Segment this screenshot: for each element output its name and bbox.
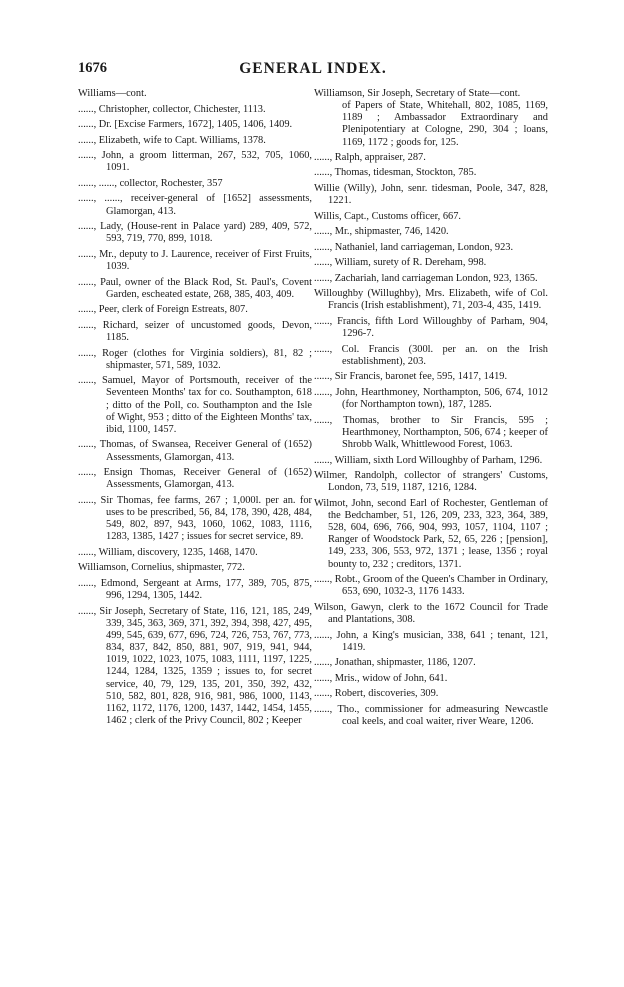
index-subentry: ......, Nathaniel, land carriageman, London, 923. bbox=[314, 241, 514, 253]
index-subentry: ......, ......, collector, Rochester, 357 bbox=[78, 177, 223, 189]
index-entry: Wilmot, John, second Earl of Rochester, Gentleman of the Bedchamber, 51, 126, 209, 233, 323, 364, 389, 528, 604, 696, 766, 904, 993, 1057, 1104, 1107 ; Ranger of Woodstock Park, 52, 65, 226 ; [pension], 149, 233, 306, 553, 972, 1371 ; lease, 1356 ; royal bounty to, 232 ; creditors, 1371. bbox=[314, 497, 548, 570]
index-subentry: ......, Roger (clothes for Virginia soldiers), 81, 82 ; shipmaster, 571, 589, 1032. bbox=[78, 347, 312, 371]
page-number: 1676 bbox=[78, 60, 107, 76]
index-entry: Williams—cont. bbox=[78, 88, 147, 99]
index-entry: Williamson, Cornelius, shipmaster, 772. bbox=[78, 562, 245, 574]
index-subentry: ......, Zachariah, land carriageman London, 923, 1365. bbox=[314, 272, 538, 284]
index-subentry: ......, ......, receiver-general of [1652] assessments, Glamorgan, 413. bbox=[78, 193, 312, 217]
index-subentry: ......, Mr., deputy to J. Laurence, receiver of First Fruits, 1039. bbox=[78, 248, 312, 272]
index-subentry: ......, William, discovery, 1235, 1468, 1470. bbox=[78, 546, 258, 558]
index-entry: Willis, Capt., Customs officer, 667. bbox=[314, 210, 462, 222]
index-subentry: ......, Col. Francis (300l. per an. on the Irish establishment), 203. bbox=[314, 343, 548, 367]
index-subentry: ......, Paul, owner of the Black Rod, St. Paul's, Covent Garden, escheated estate, 268, 385, 403, 409. bbox=[78, 276, 312, 300]
index-subentry: ......, Tho., commissioner for admeasuring Newcastle coal keels, and coal waiter, river Weare, 1206. bbox=[314, 703, 548, 728]
page-title: GENERAL INDEX. bbox=[239, 60, 387, 77]
index-subentry: ......, Mr., shipmaster, 746, 1420. bbox=[314, 226, 449, 238]
left-column bbox=[78, 88, 312, 731]
index-subentry: ......, Mris., widow of John, 641. bbox=[314, 672, 448, 684]
index-subentry: ......, Ensign Thomas, Receiver General of (1652) Assessments, Glamorgan, 413. bbox=[78, 467, 312, 491]
index-subentry: ......, Jonathan, shipmaster, 1186, 1207. bbox=[314, 657, 476, 669]
index-entry: Wilson, Gawyn, clerk to the 1672 Council for Trade and Plantations, 308. bbox=[314, 601, 548, 625]
index-subentry: ......, Thomas, tidesman, Stockton, 785. bbox=[314, 167, 477, 179]
index-entry: Wilmer, Randolph, collector of strangers' Customs, London, 73, 519, 1187, 1216, 1284. bbox=[314, 470, 548, 494]
index-subentry: ......, Lady, (House-rent in Palace yard) 289, 409, 572, 593, 719, 770, 899, 1018. bbox=[78, 221, 312, 245]
index-subentry: ......, William, surety of R. Dereham, 998. bbox=[314, 257, 487, 269]
index-subentry: ......, Edmond, Sergeant at Arms, 177, 389, 705, 875, 996, 1294, 1305, 1442. bbox=[78, 577, 312, 602]
index-entry: Willie (Willy), John, senr. tidesman, Poole, 347, 828, 1221. bbox=[314, 182, 548, 207]
page-header bbox=[78, 60, 548, 82]
index-subentry: ......, Robert, discoveries, 309. bbox=[314, 688, 439, 700]
index-subentry: ......, John, Hearthmoney, Northampton, 506, 674, 1012 (for Northampton town), 187, 1285. bbox=[314, 386, 548, 411]
index-subentry: ......, Ralph, appraiser, 287. bbox=[314, 151, 426, 163]
index-subentry: ......, Peer, clerk of Foreign Estreats, 807. bbox=[78, 304, 248, 316]
index-subentry: ......, Francis, fifth Lord Willoughby of Parham, 904, 1296-7. bbox=[314, 316, 548, 340]
index-entry: of Papers of State, Whitehall, 802, 1085, 1169, 1189 ; Ambassador Extraordinary and Plenipotentiary at Cologne, 290, 304 ; loans, 1169, 1172 ; goods for, 125. bbox=[342, 100, 548, 148]
index-subentry: ......, Christopher, collector, Chichester, 1113. bbox=[78, 103, 266, 115]
right-column bbox=[314, 88, 548, 732]
index-subentry: ......, Sir Francis, baronet fee, 595, 1417, 1419. bbox=[314, 371, 508, 383]
index-subentry: ......, Richard, seizer of uncustomed goods, Devon, 1185. bbox=[78, 319, 312, 343]
index-entry: Willoughby (Willughby), Mrs. Elizabeth, wife of Col. Francis (Irish establishment), 71, 203-4, 435, 1419. bbox=[314, 288, 548, 312]
index-subentry: ......, Dr. [Excise Farmers, 1672], 1405, 1406, 1409. bbox=[78, 119, 293, 131]
index-entry: Williamson, Sir Joseph, Secretary of State—cont. bbox=[314, 88, 521, 99]
index-subentry: ......, Elizabeth, wife to Capt. Williams, 1378. bbox=[78, 134, 266, 146]
index-subentry: ......, John, a King's musician, 338, 641 ; tenant, 121, 1419. bbox=[314, 629, 548, 653]
index-subentry: ......, Thomas, brother to Sir Francis, 595 ; Hearthmoney, Northampton, 506, 674 ; keeper of Shrobb Walk, Whittlewood Forest, 1063. bbox=[314, 414, 548, 450]
index-subentry: ......, Sir Joseph, Secretary of State, 116, 121, 185, 249, 339, 345, 363, 369, 371, 392, 394, 398, 427, 495, 499, 545, 639, 677, 696, 724, 726, 753, 767, 773, 834, 837, 842, 850, 881, 907, 919, 941, 944, 1019, 1022, 1023, 1075, 1083, 1111, 1197, 1225, 1244, 1284, 1325, 1359 ; issues to, for secret service, 40, 79, 129, 135, 201, 350, 392, 432, 510, 582, 801, 828, 916, 981, 986, 1000, 1143, 1162, 1172, 1176, 1200, 1437, 1442, 1454, 1455, 1462 ; clerk of the Privy Council, 802 ; Keeper bbox=[78, 605, 312, 726]
index-subentry: ......, Sir Thomas, fee farms, 267 ; 1,000l. per an. for uses to be prescribed, 56, 84, 178, 390, 428, 484, 549, 802, 897, 943, 1060, 1062, 1083, 1116, 1283, 1385, 1427 ; issues for secret service, 89. bbox=[78, 494, 312, 543]
index-subentry: ......, Robt., Groom of the Queen's Chamber in Ordinary, 653, 690, 1032-3, 1176 1433. bbox=[314, 574, 548, 598]
index-subentry: ......, Samuel, Mayor of Portsmouth, receiver of the Seventeen Months' tax for co. Southampton, 618 ; ditto of the Poll, co. Southampton and the Isle of Wight, 953 ; ditto of the Eighteen Months' tax, ibid, 1100, 1457. bbox=[78, 375, 312, 435]
index-subentry: ......, William, sixth Lord Willoughby of Parham, 1296. bbox=[314, 454, 543, 466]
index-subentry: ......, John, a groom litterman, 267, 532, 705, 1060, 1091. bbox=[78, 150, 312, 174]
index-subentry: ......, Thomas, of Swansea, Receiver General of (1652) Assessments, Glamorgan, 413. bbox=[78, 439, 312, 463]
